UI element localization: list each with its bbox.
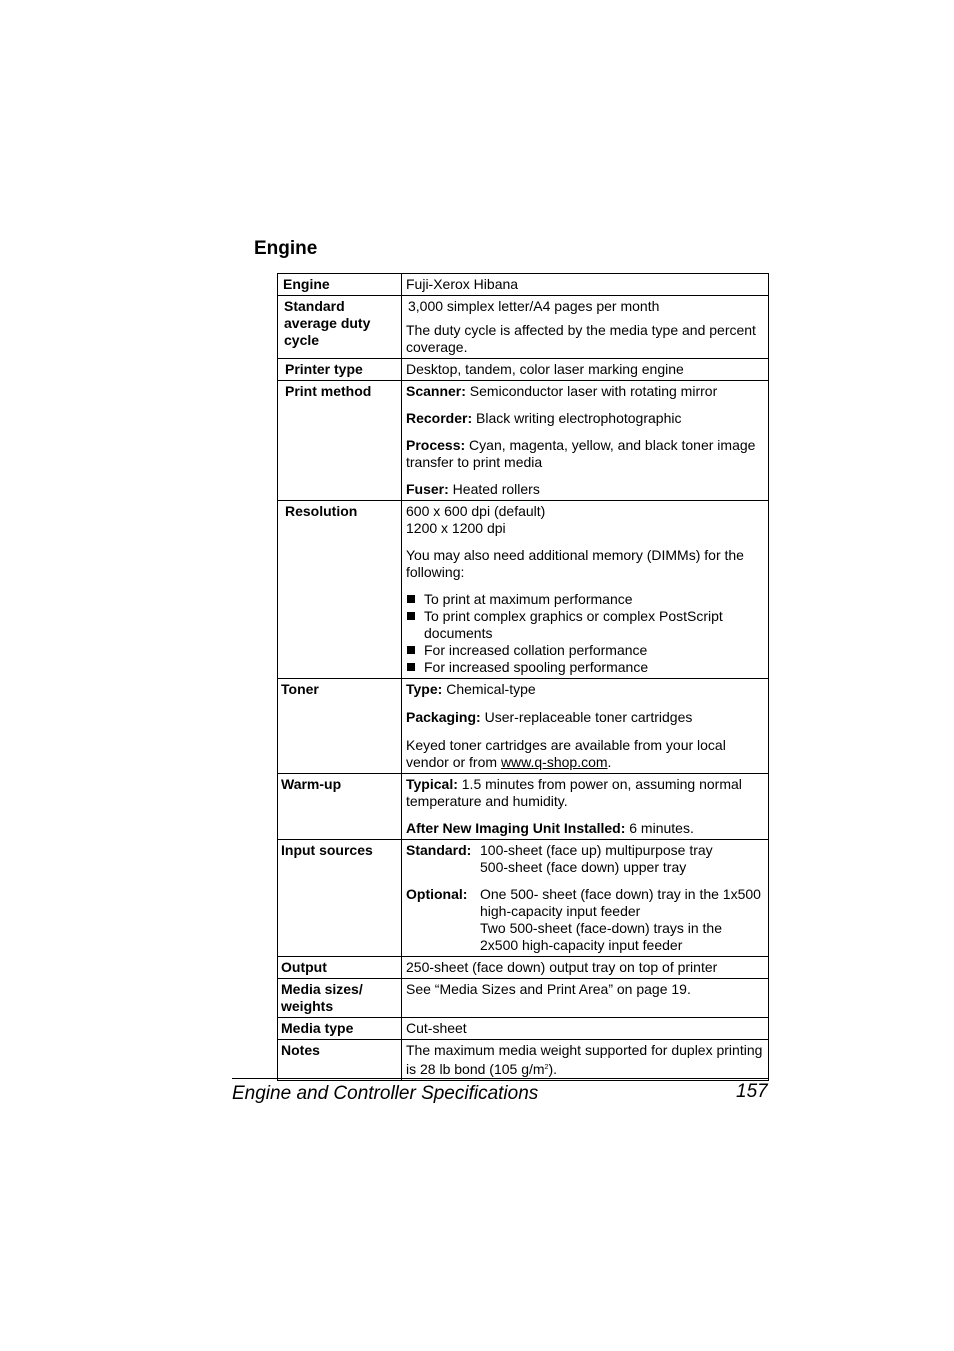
list-item: For increased spooling performance bbox=[406, 659, 764, 676]
row-label: Media type bbox=[278, 1018, 402, 1040]
row-label: Standard average duty cycle bbox=[278, 296, 402, 359]
row-label: Printer type bbox=[278, 359, 402, 381]
row-value: See “Media Sizes and Print Area” on page 19. bbox=[402, 979, 769, 1018]
row-label: Engine bbox=[278, 274, 402, 296]
table-row bbox=[278, 679, 769, 774]
row-value bbox=[402, 296, 769, 359]
section-heading: Engine bbox=[254, 238, 318, 259]
duty-cycle-note: The duty cycle is affected by the media type and percent coverage. bbox=[406, 322, 756, 355]
row-label: Output bbox=[278, 957, 402, 979]
row-value: Fuji-Xerox Hibana bbox=[402, 274, 769, 296]
row-value bbox=[402, 774, 769, 840]
page-number: 157 bbox=[736, 1081, 768, 1102]
table-row bbox=[278, 979, 769, 1018]
row-label: Resolution bbox=[278, 501, 402, 679]
list-item: To print at maximum performance bbox=[406, 591, 764, 608]
process-line: Process: Cyan, magenta, yellow, and black toner image transfer to print media bbox=[406, 437, 756, 470]
table-row bbox=[278, 296, 769, 359]
duty-cycle-value: 3,000 simplex letter/A4 pages per month bbox=[408, 298, 660, 314]
row-label: Print method bbox=[278, 381, 402, 501]
table-row bbox=[278, 840, 769, 957]
table-row bbox=[278, 774, 769, 840]
warmup-typical-line: Typical: 1.5 minutes from power on, assuming normal temperature and humidity. bbox=[406, 776, 742, 809]
list-item: To print complex graphics or complex PostScript documents bbox=[406, 608, 764, 642]
table-row bbox=[278, 1040, 769, 1081]
engine-spec-table bbox=[277, 273, 769, 1081]
row-value bbox=[402, 679, 769, 774]
row-value bbox=[402, 840, 769, 957]
memory-note: You may also need additional memory (DIMMs) for the following: bbox=[406, 547, 744, 580]
warmup-after-line: After New Imaging Unit Installed: 6 minutes. bbox=[406, 820, 694, 836]
toner-keyed-line: Keyed toner cartridges are available from your local vendor or from www.q-shop.com. bbox=[406, 737, 726, 770]
resolution-high: 1200 x 1200 dpi bbox=[406, 520, 506, 536]
table-row bbox=[278, 1018, 769, 1040]
footer-title: Engine and Controller Specifications bbox=[232, 1083, 539, 1104]
row-value: Cut-sheet bbox=[402, 1018, 769, 1040]
table-row bbox=[278, 957, 769, 979]
list-item: For increased collation performance bbox=[406, 642, 764, 659]
qshop-link[interactable]: www.q-shop.com bbox=[500, 754, 608, 770]
table-row bbox=[278, 501, 769, 679]
table-row bbox=[278, 381, 769, 501]
table-row bbox=[278, 274, 769, 296]
row-label: Warm-up bbox=[278, 774, 402, 840]
row-label: Input sources bbox=[278, 840, 402, 957]
row-value bbox=[402, 381, 769, 501]
fuser-line: Fuser: Heated rollers bbox=[406, 481, 540, 497]
toner-packaging-line: Packaging: User-replaceable toner cartridges bbox=[406, 709, 693, 725]
row-value bbox=[402, 501, 769, 679]
input-optional: Optional: One 500- sheet (face down) tray in the 1x500 high-capacity input feeder Two 500-sheet (face-down) trays in the 2x500 high-capacity input feeder bbox=[406, 886, 761, 953]
scanner-line: Scanner: Semiconductor laser with rotating mirror bbox=[406, 383, 718, 399]
row-label: Media sizes/ weights bbox=[278, 979, 402, 1018]
resolution-default: 600 x 600 dpi (default) bbox=[406, 503, 546, 519]
row-label: Notes bbox=[278, 1040, 402, 1081]
row-value: Desktop, tandem, color laser marking engine bbox=[402, 359, 769, 381]
input-standard: Standard: 100-sheet (face up) multipurpose tray 500-sheet (face down) upper tray bbox=[406, 842, 713, 875]
row-value: 250-sheet (face down) output tray on top of printer bbox=[402, 957, 769, 979]
row-value: The maximum media weight supported for duplex printing is 28 lb bond (105 $g/m^2$). bbox=[402, 1040, 769, 1081]
footer-divider bbox=[232, 1078, 769, 1079]
toner-type-line: Type: Chemical-type bbox=[406, 681, 536, 697]
table-row bbox=[278, 359, 769, 381]
memory-bullet-list bbox=[406, 591, 764, 676]
row-label: Toner bbox=[278, 679, 402, 774]
recorder-line: Recorder: Black writing electrophotographic bbox=[406, 410, 682, 426]
